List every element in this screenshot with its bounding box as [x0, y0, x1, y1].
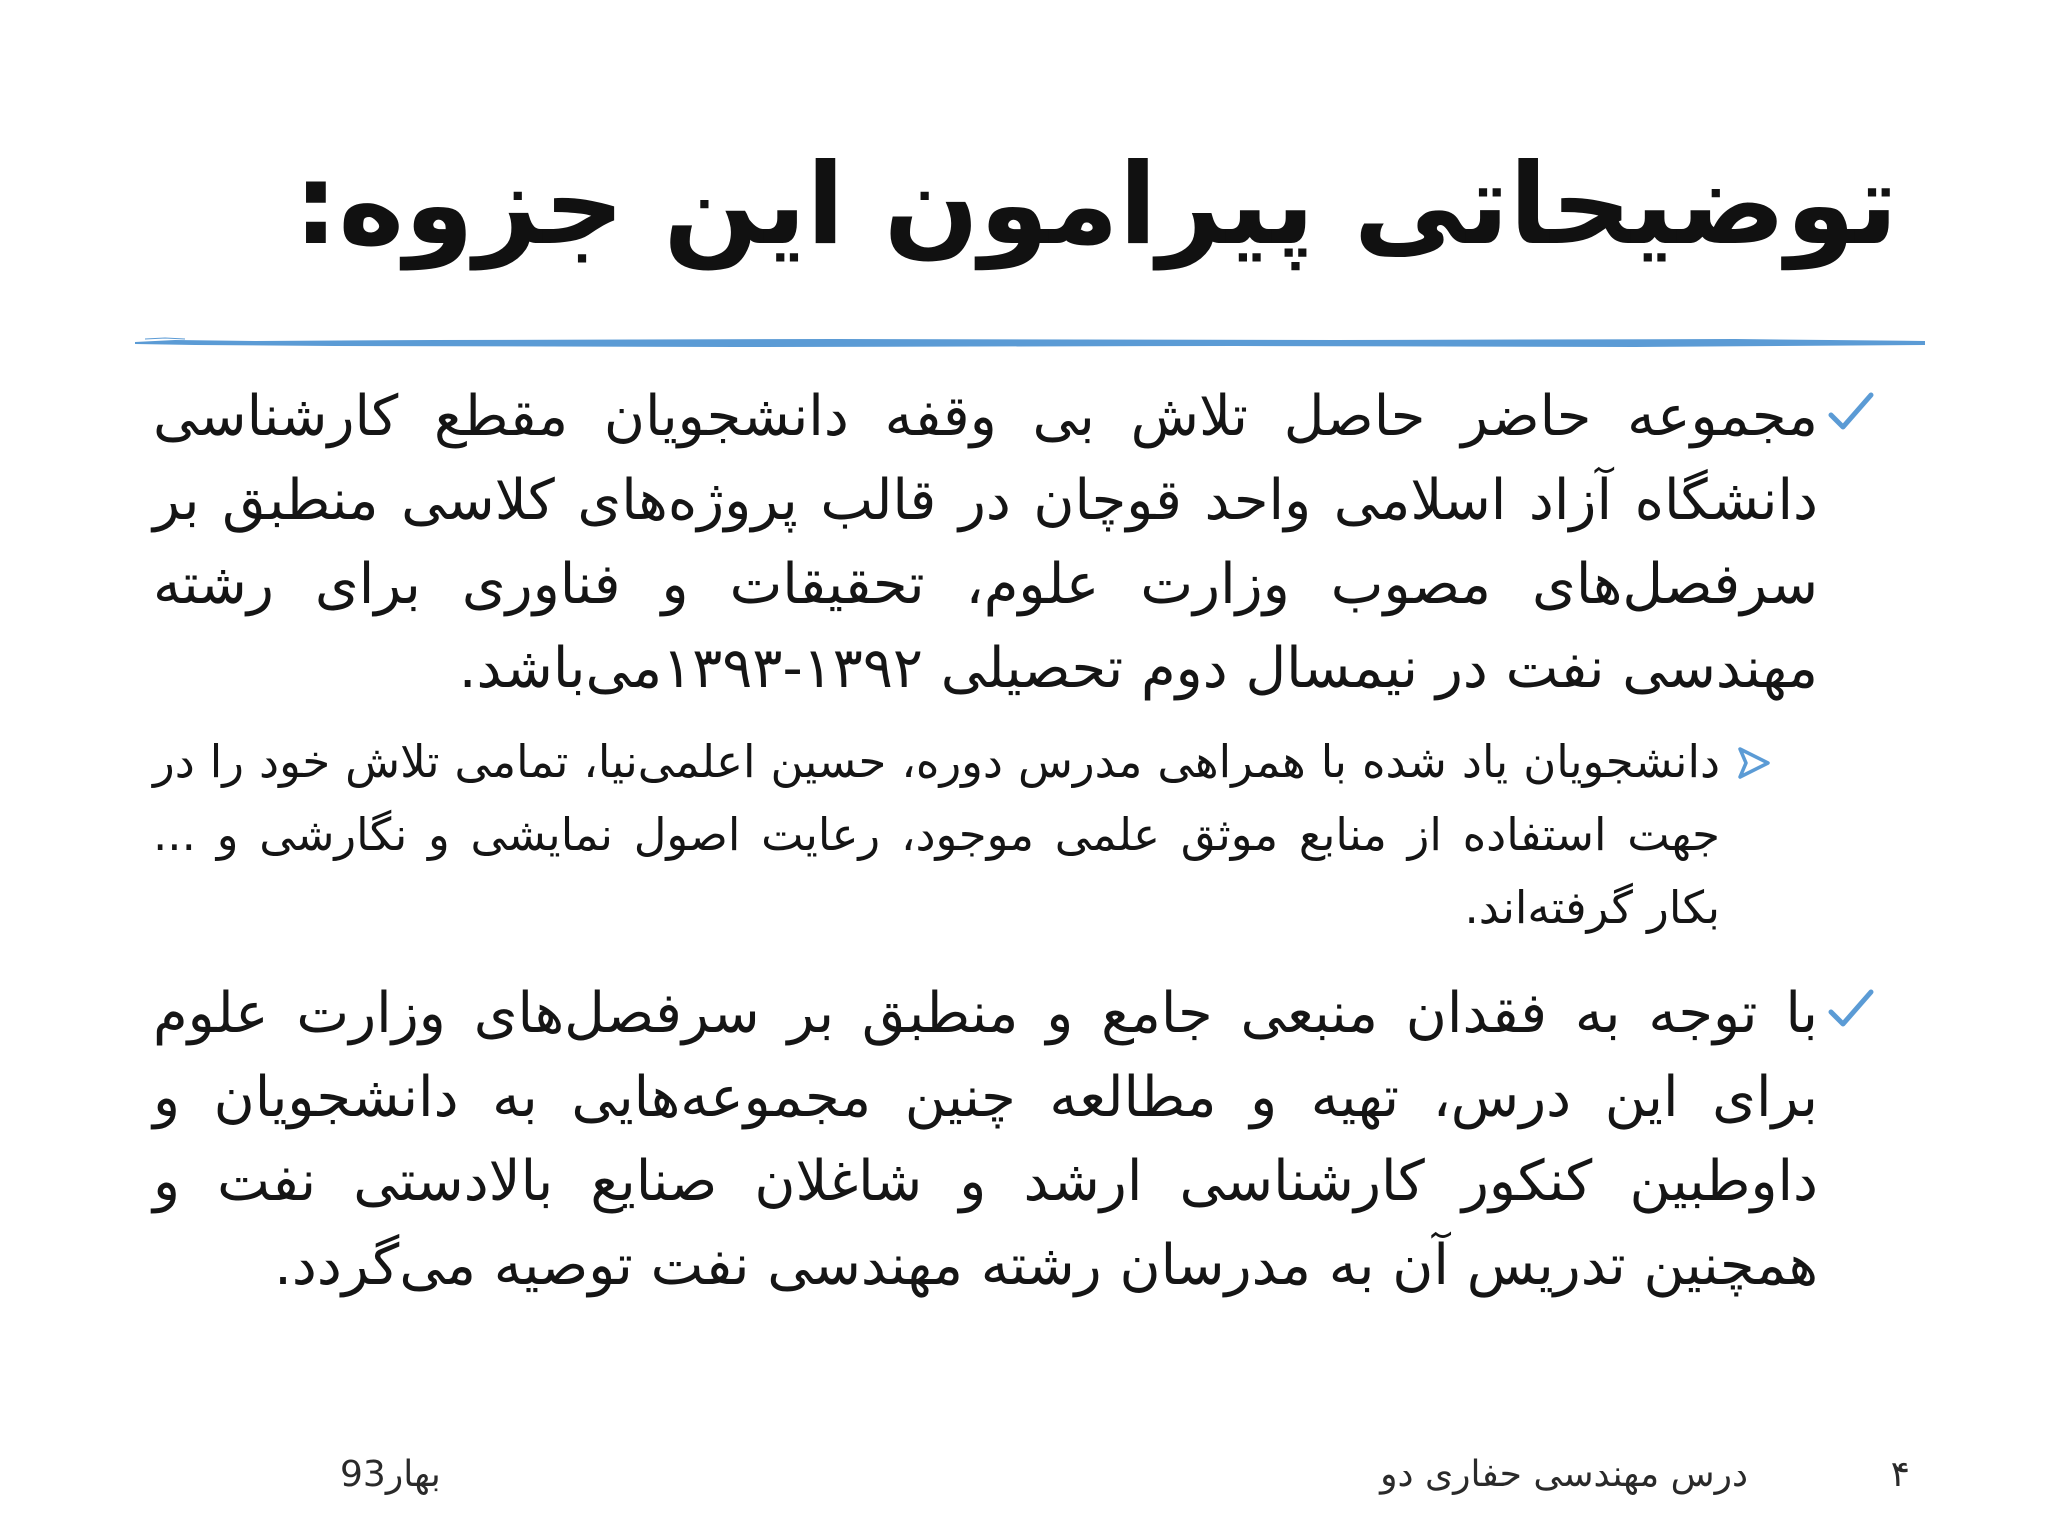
- sub-bullet-text: دانشجویان یاد شده با همراهی مدرس دوره، حسین اعلمی‌نیا، تمامی تلاش خود را در جهت استفاده از منابع موثق علمی موجود، رعایت اصول نمایشی و نگارشی و ... بکار گرفته‌اند.: [153, 735, 1720, 934]
- slide-content: [153, 375, 1863, 1322]
- slide-number: ۴: [1890, 1454, 1910, 1495]
- slide-title: توضیحاتی پیرامون این جزوه:: [293, 140, 1898, 270]
- bullet-text: با توجه به فقدان منبعی جامع و منطبق بر سرفصل‌های وزارت علوم برای این درس، تهیه و مطالعه چنین مجموعه‌هایی به دانشجویان و داوطبین کنکور کارشناسی ارشد و شاغلان صنایع بالادستی نفت و همچنین تدریس آن به مدرسان رشته مهندسی نفت توصیه می‌گردد.: [153, 981, 1818, 1298]
- check-icon: [1825, 387, 1877, 439]
- title-underline: [135, 335, 1925, 351]
- check-icon: [1825, 984, 1877, 1036]
- sub-bullet-item: [153, 725, 1758, 944]
- footer-date: بهار93: [340, 1454, 441, 1495]
- footer-course-title: درس مهندسی حفاری دو: [1380, 1454, 1748, 1495]
- bullet-item: [153, 375, 1863, 711]
- arrow-right-icon: [1734, 743, 1774, 783]
- bullet-text: مجموعه حاضر حاصل تلاش بی وقفه دانشجویان مقطع کارشناسی دانشگاه آزاد اسلامی واحد قوچان در قالب پروژه‌های کلاسی منطبق بر سرفصل‌های مصوب وزارت علوم، تحقیقات و فناوری برای رشته مهندسی نفت در نیمسال دوم تحصیلی ۱۳۹۲-۱۳۹۳می‌باشد.: [153, 384, 1818, 701]
- bullet-item: [153, 972, 1863, 1308]
